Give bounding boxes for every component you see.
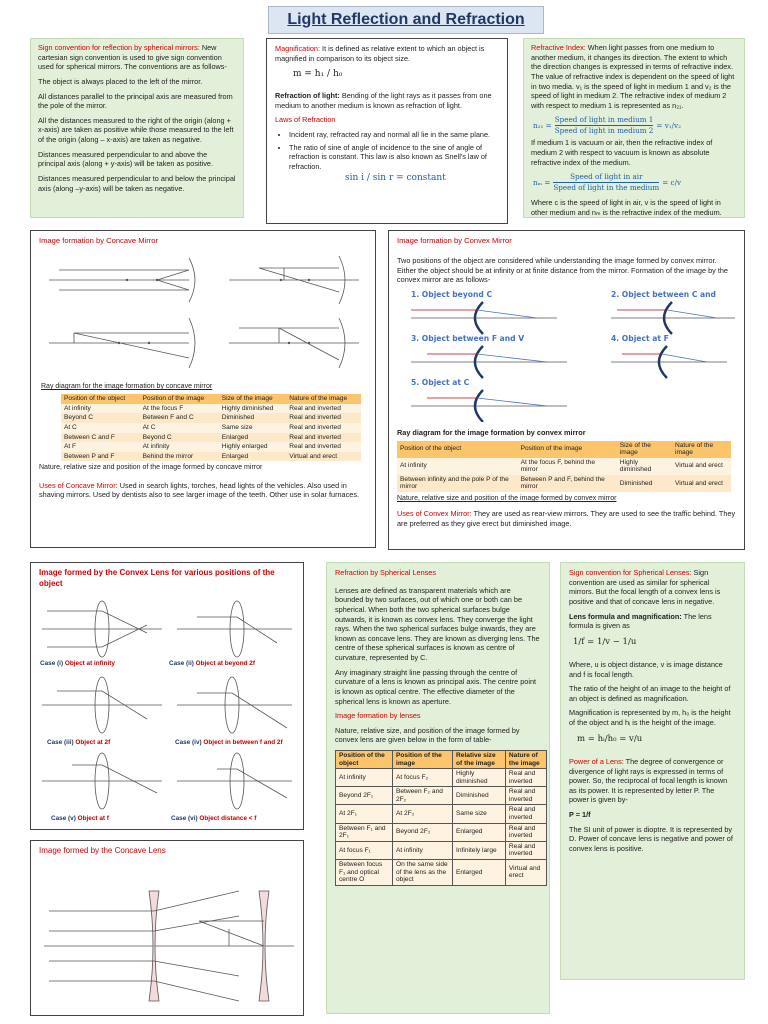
image-formation-lenses-heading: Image formation by lenses: [335, 711, 421, 721]
laws-list: [275, 130, 499, 172]
page-title: Light Reflection and Refraction: [268, 6, 544, 34]
table-header-cell: Position of the image: [518, 441, 617, 458]
table-cell: Behind the mirror: [140, 452, 219, 462]
spherical-lenses-panel: [326, 562, 550, 1014]
concave-mirror-panel: [30, 230, 376, 548]
table-header-cell: Nature of the image: [672, 441, 731, 458]
convex-lens-panel: [30, 562, 304, 830]
table-cell: At infinity: [397, 458, 518, 475]
sign-reflection-p1: The object is always placed to the left of the mirror.: [38, 76, 203, 86]
sign-lenses-text: Sign convention are used as similar for spherical mirrors. But the focal length of a convex lens is positive and that of concave lens in negative.: [569, 568, 721, 606]
table-row: [61, 423, 361, 433]
sign-reflection-heading: Sign convention for reflection by spherical mirrors:: [38, 43, 200, 52]
refractive-index-text: When light passes from one medium to another medium, it changes its direction. The extent to which the direction changes is expressed in terms of refractive index. The value of refractive index is dependent on the speed of light in two media. v₁ is the speed of light in medium 1 and v₂ is the speed of light in medium 2. The refractive index of medium 2 with respect to medium 1 is represented as n₂₁.: [531, 43, 735, 110]
table-cell: At C: [140, 423, 219, 433]
power-formula: P = 1/f: [569, 810, 591, 820]
convex-lens-case-label: Case (ii) Object at beyond 2f: [169, 660, 255, 667]
table-header-cell: Position of the object: [61, 394, 140, 404]
table-header-cell: Position of the object: [397, 441, 518, 458]
table-row: [397, 475, 731, 492]
concave-mirror-uses-heading: Uses of Concave Mirror:: [39, 480, 118, 490]
concave-mirror-heading: Image formation by Concave Mirror: [39, 236, 159, 245]
convex-lens-case-label: Case (vi) Object distance < f: [171, 815, 257, 822]
refractive-index-panel: [523, 38, 745, 218]
table-cell: Real and inverted: [505, 769, 546, 787]
table-cell: Between infinity and the pole P of the mirror: [397, 475, 518, 492]
concave-mirror-table-caption: Nature, relative size and position of the image formed by concave mirror: [39, 464, 263, 472]
table-cell: At focus F₂: [392, 769, 452, 787]
table-cell: At the focus F: [140, 404, 219, 414]
table-cell: Highly diminished: [453, 769, 506, 787]
table-cell: Virtual and erect: [672, 458, 731, 475]
convex-mirror-uses-text: They are used as rear-view mirrors. They are used to see the traffic behind. They are preferred as they give erect but diminished image.: [397, 509, 736, 528]
table-cell: Virtual and erect: [505, 859, 546, 885]
table-cell: Beyond C: [140, 433, 219, 443]
table-header-row: [61, 394, 361, 404]
sign-reflection-p2: All distances parallel to the principal axis are measured from the pole of the mirror.: [38, 91, 233, 111]
convex-case-label: 1. Object beyond C: [411, 289, 493, 299]
table-header-cell: Position of the object: [336, 751, 393, 769]
table-header-row: [397, 441, 731, 458]
sign-reflection-p5: Distances measured perpendicular to and below the principal axis (along –y-axis) will be taken as negative.: [38, 173, 236, 193]
refraction-lead: Refraction of light:: [275, 91, 340, 101]
table-cell: Enlarged: [219, 433, 286, 443]
table-cell: Between focus F₁ and optical centre O: [336, 859, 393, 885]
sign-reflection-intro: New cartesian sign convention is used to give sign convention used for spherical mirrors. The conventions are as follows-: [38, 43, 227, 72]
table-cell: Same size: [453, 805, 506, 823]
power-text: The degree of convergence or divergence of light rays is expressed in terms of power. So, the reciprocal of focal length is known as its power. It is represented by letter P. The power is given by-: [569, 756, 728, 805]
concave-mirror-ray-diagrams: [39, 248, 369, 378]
magnification-text: It is defined as relative extent to which an object is magnified in comparison to its object size.: [275, 44, 485, 63]
refractive-index-heading: Refractive Index:: [531, 43, 586, 52]
table-cell: Real and inverted: [505, 823, 546, 841]
convex-mirror-table: [397, 441, 731, 492]
table-cell: At F: [61, 442, 140, 452]
lens-formula: 1/f = 1/v − 1/u: [573, 636, 637, 647]
table-cell: At 2F₁: [336, 805, 393, 823]
table-cell: Enlarged: [219, 452, 286, 462]
table-cell: Highly enlarged: [219, 442, 286, 452]
table-cell: Enlarged: [453, 859, 506, 885]
convex-case-label: 4. Object at F: [611, 333, 669, 343]
convex-mirror-table-caption: Nature, relative size and position of the image formed by convex mirror: [397, 494, 617, 502]
table-cell: Enlarged: [453, 823, 506, 841]
table-cell: At focus F₁: [336, 841, 393, 859]
table-row: [61, 413, 361, 423]
table-row: [336, 859, 547, 885]
spherical-lenses-p1: Lenses are defined as transparent materials which are bounded by two surfaces, out of which one or both can be spherical. When both the two spherical surfaces bulge outwards, it is known as convex lens. They converge the light rays. When the two spherical surfaces bulge inwards, they are known as concave lens. They are known as diverging lens. The centre of these spherical surfaces is known as centre of curvature, represented by C.: [335, 585, 540, 662]
table-cell: Real and inverted: [286, 423, 361, 433]
concave-mirror-table: [61, 394, 361, 461]
table-cell: Real and inverted: [505, 841, 546, 859]
magnification-panel: [266, 38, 508, 224]
refractive-index-text-2: If medium 1 is vacuum or air, then the refractive index of medium 2 with respect to vacuum is known as absolute refractive index of the medium.: [531, 138, 713, 167]
table-row: [336, 823, 547, 841]
table-cell: Virtual and erect: [286, 452, 361, 462]
snell-formula: sin i / sin r = constant: [345, 172, 446, 183]
table-header-cell: Position of the image: [140, 394, 219, 404]
convex-lens-diagrams: [37, 593, 297, 821]
concave-mirror-ray-caption: Ray diagram for the image formation by concave mirror: [41, 383, 213, 391]
table-cell: At infinity: [336, 769, 393, 787]
sign-lenses-p4: Magnification is represented by m, h₀ is the height of the object and hᵢ is the height of the image.: [569, 708, 731, 728]
table-header-cell: Relative size of the image: [453, 751, 506, 769]
convex-case-label: 3. Object between F and V: [411, 333, 525, 343]
concave-mirror-uses-text: Used in search lights, torches, head lights of the vehicles. Also used in shaving mirrors. Used by dentists also to see larger image of the teeth. Other use in solar furnaces.: [39, 480, 360, 500]
table-cell: Diminished: [617, 475, 672, 492]
refractive-index-text-3: Where c is the speed of light in air, v is the speed of light in other medium and nₘ is the refractive index of the medium.: [531, 198, 722, 217]
law-2: • The ratio of sine of angle of incidence to the sine of angle of refraction is constant. This law is also known as Snell's law of refraction.: [289, 143, 499, 172]
magnification-lens-formula: m = hᵢ/h₀ = v/u: [577, 733, 643, 744]
sign-lenses-p2: Where, u is object distance, v is image distance and f is focal length.: [569, 659, 723, 679]
convex-lens-case-label: Case (iii) Object at 2f: [47, 739, 111, 746]
table-row: [336, 841, 547, 859]
convex-mirror-intro: Two positions of the object are considered while understanding the image formed by convex mirror. Either the object should be at infinity or at finite distance from the mirror. Formation of the image by the convex mirror are as follows-: [397, 256, 728, 285]
table-row: [336, 805, 547, 823]
table-cell: At the focus F, behind the mirror: [518, 458, 617, 475]
table-cell: On the same side of the lens as the object: [392, 859, 452, 885]
table-cell: Between F and C: [140, 413, 219, 423]
table-cell: Real and inverted: [505, 787, 546, 805]
table-header-cell: Position of the image: [392, 751, 452, 769]
lens-formula-heading: Lens formula and magnification:: [569, 611, 682, 621]
table-cell: Same size: [219, 423, 286, 433]
refractive-index-formula-1: n₂₁ = Speed of light in medium 1 Speed of light in medium 2 = v₁/v₂: [533, 115, 682, 135]
table-cell: At infinity: [392, 841, 452, 859]
convex-lens-heading: Image formed by the Convex Lens for various positions of the object: [39, 568, 275, 588]
table-cell: At C: [61, 423, 140, 433]
table-cell: Infinitely large: [453, 841, 506, 859]
table-cell: Highly diminished: [219, 404, 286, 414]
table-header-cell: Size of the image: [617, 441, 672, 458]
sign-convention-lenses-panel: [560, 562, 745, 980]
table-header-cell: Size of the image: [219, 394, 286, 404]
convex-mirror-heading: Image formation by Convex Mirror: [397, 236, 512, 245]
convex-lens-table: [335, 750, 547, 886]
sign-reflection-p3: All the distances measured to the right of the origin (along + x-axis) are taken as positive while those measured to the left of the origin (along – x-axis) are taken as negative.: [38, 115, 234, 144]
table-cell: Real and inverted: [286, 404, 361, 414]
convex-mirror-ray-caption: Ray diagram for the image formation by convex mirror: [397, 427, 586, 437]
table-row: [336, 769, 547, 787]
table-row: [61, 404, 361, 414]
table-header-cell: Nature of the image: [505, 751, 546, 769]
table-header-cell: Nature of the image: [286, 394, 361, 404]
table-row: [397, 458, 731, 475]
spherical-lenses-p3: Nature, relative size, and position of the image formed by convex lens are given below in the form of table-: [335, 725, 520, 745]
law-1: • Incident ray, refracted ray and normal all lie in the same plane.: [289, 130, 499, 140]
convex-case-label: 5. Object at C: [411, 377, 470, 387]
table-cell: At infinity: [140, 442, 219, 452]
table-cell: Beyond 2F₂: [392, 823, 452, 841]
laws-heading: Laws of Refraction: [275, 115, 336, 125]
table-cell: Highly diminished: [617, 458, 672, 475]
concave-lens-panel: [30, 840, 304, 1016]
table-cell: Between P and F, behind the mirror: [518, 475, 617, 492]
refraction-text: Bending of the light rays as it passes from one medium to another medium is known as refraction of light.: [275, 91, 492, 110]
table-row: [61, 433, 361, 443]
concave-lens-heading: Image formed by the Concave Lens: [39, 846, 166, 855]
table-cell: Diminished: [219, 413, 286, 423]
sign-lenses-heading: Sign convention for Spherical Lenses:: [569, 568, 692, 577]
table-cell: Between F₂ and 2F₂: [392, 787, 452, 805]
table-cell: Between C and F: [61, 433, 140, 443]
refractive-index-formula-2: nₘ = Speed of light in air Speed of light in the medium = c/v: [533, 172, 682, 192]
lens-formula-text: The lens formula is given as: [569, 611, 712, 631]
table-cell: Between P and F: [61, 452, 140, 462]
convex-mirror-diagram-svg: [397, 290, 737, 422]
convex-mirror-ray-diagrams: [397, 290, 736, 422]
spherical-lenses-p2: Any imaginary straight line passing through the centre of curvature of a lens is known as principal axis. The centre point is known as optical centre. The effective diameter of the spherical lens is known as aperture.: [335, 667, 537, 706]
power-heading: Power of a Lens:: [569, 756, 624, 766]
table-cell: Virtual and erect: [672, 475, 731, 492]
table-cell: At 2F₂: [392, 805, 452, 823]
table-header-row: [336, 751, 547, 769]
table-cell: Beyond 2F₁: [336, 787, 393, 805]
table-row: [61, 442, 361, 452]
magnification-heading: Magnification:: [275, 44, 321, 53]
magnification-formula: m = h₁ / h₀: [293, 69, 343, 80]
table-cell: Real and inverted: [505, 805, 546, 823]
sign-reflection-p4: Distances measured perpendicular to and above the principal axis (along + y-axis) will be taken as positive.: [38, 149, 214, 169]
convex-mirror-uses-heading: Uses of Convex Mirror:: [397, 509, 472, 519]
sign-convention-reflection-panel: [30, 38, 244, 218]
table-cell: Real and inverted: [286, 442, 361, 452]
table-cell: Diminished: [453, 787, 506, 805]
table-cell: Real and inverted: [286, 433, 361, 443]
convex-lens-case-label: Case (i) Object at infinity: [40, 660, 115, 667]
table-cell: Between F₁ and 2F₁: [336, 823, 393, 841]
spherical-lenses-heading: Refraction by Spherical Lenses: [335, 568, 436, 577]
table-row: [61, 452, 361, 462]
table-row: [336, 787, 547, 805]
convex-case-label: 2. Object between C and: [611, 289, 716, 299]
table-cell: Real and inverted: [286, 413, 361, 423]
sign-lenses-p3: The ratio of the height of an image to the height of an object is defined as magnification.: [569, 684, 731, 703]
concave-lens-diagram: [39, 861, 299, 1011]
convex-lens-case-label: Case (v) Object at f: [51, 815, 109, 822]
table-cell: Beyond C: [61, 413, 140, 423]
convex-mirror-panel: [388, 230, 745, 550]
convex-lens-case-label: Case (iv) Object in between f and 2f: [175, 739, 283, 746]
sign-lenses-p5: The SI unit of power is dioptre. It is represented by D. Power of concave lens is negative and power of convex lens is positive.: [569, 824, 733, 853]
table-cell: At infinity: [61, 404, 140, 414]
